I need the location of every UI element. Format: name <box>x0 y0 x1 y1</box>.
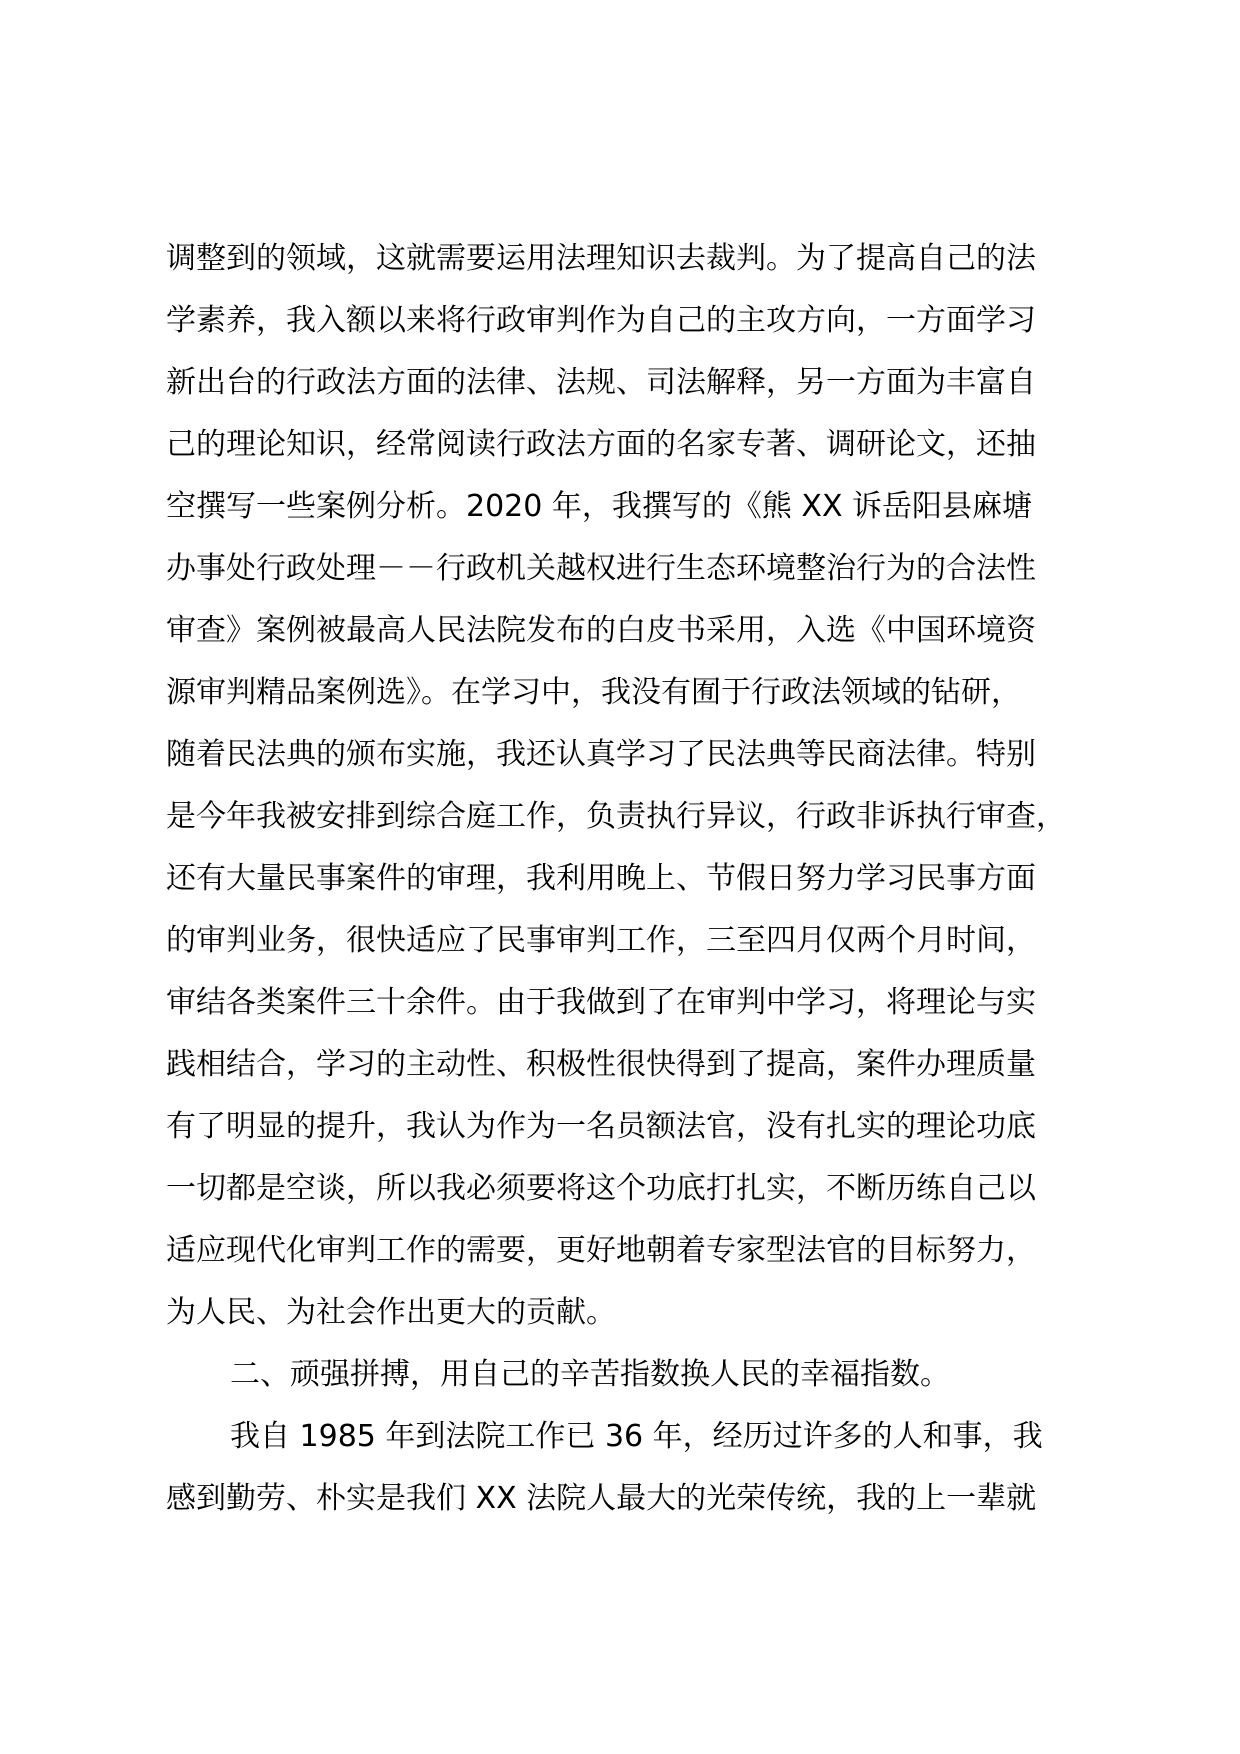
text-line: 空撰写一些案例分析。2020 年，我撰写的《熊 XX 诉岳阳县麻塘 <box>166 489 1033 524</box>
text-line: 践相结合，学习的主动性、积极性很快得到了提高，案件办理质量 <box>166 1047 1036 1082</box>
body-text <box>166 228 1086 1530</box>
text-line: 一切都是空谈，所以我必须要将这个功底打扎实，不断历练自己以 <box>166 1171 1036 1206</box>
paragraph-first-line: 我自 1985 年到法院工作已 36 年，经历过许多的人和事，我 <box>230 1419 1043 1454</box>
section-heading: 二、顽强拼搏，用自己的辛苦指数换人民的幸福指数。 <box>230 1357 950 1392</box>
text-line: 是今年我被安排到综合庭工作，负责执行异议，行政非诉执行审查， <box>166 799 1066 834</box>
text-line: 新出台的行政法方面的法律、法规、司法解释，另一方面为丰富自 <box>166 365 1036 400</box>
text-line: 有了明显的提升，我认为作为一名员额法官，没有扎实的理论功底 <box>166 1109 1036 1144</box>
text-line: 源审判精品案例选》。在学习中，我没有囿于行政法领域的钻研， <box>166 675 1021 710</box>
text-line: 审结各类案件三十余件。由于我做到了在审判中学习，将理论与实 <box>166 985 1036 1020</box>
text-line: 适应现代化审判工作的需要，更好地朝着专家型法官的目标努力， <box>166 1233 1036 1268</box>
text-line: 己的理论知识，经常阅读行政法方面的名家专著、调研论文，还抽 <box>166 427 1036 462</box>
text-line: 随着民法典的颁布实施，我还认真学习了民法典等民商法律。特别 <box>166 737 1036 772</box>
text-line: 还有大量民事案件的审理，我利用晚上、节假日努力学习民事方面 <box>166 861 1036 896</box>
text-line: 办事处行政处理－－行政机关越权进行生态环境整治行为的合法性 <box>166 551 1036 586</box>
text-line: 审查》案例被最高人民法院发布的白皮书采用，入选《中国环境资 <box>166 613 1036 648</box>
text-line: 感到勤劳、朴实是我们 XX 法院人最大的光荣传统，我的上一辈就 <box>166 1481 1037 1516</box>
text-line: 为人民、为社会作出更大的贡献。 <box>166 1295 616 1330</box>
text-line: 调整到的领域，这就需要运用法理知识去裁判。为了提高自己的法 <box>166 241 1036 276</box>
text-line: 的审判业务，很快适应了民事审判工作，三至四月仅两个月时间， <box>166 923 1036 958</box>
text-line: 学素养，我入额以来将行政审判作为自己的主攻方向，一方面学习 <box>166 303 1036 338</box>
